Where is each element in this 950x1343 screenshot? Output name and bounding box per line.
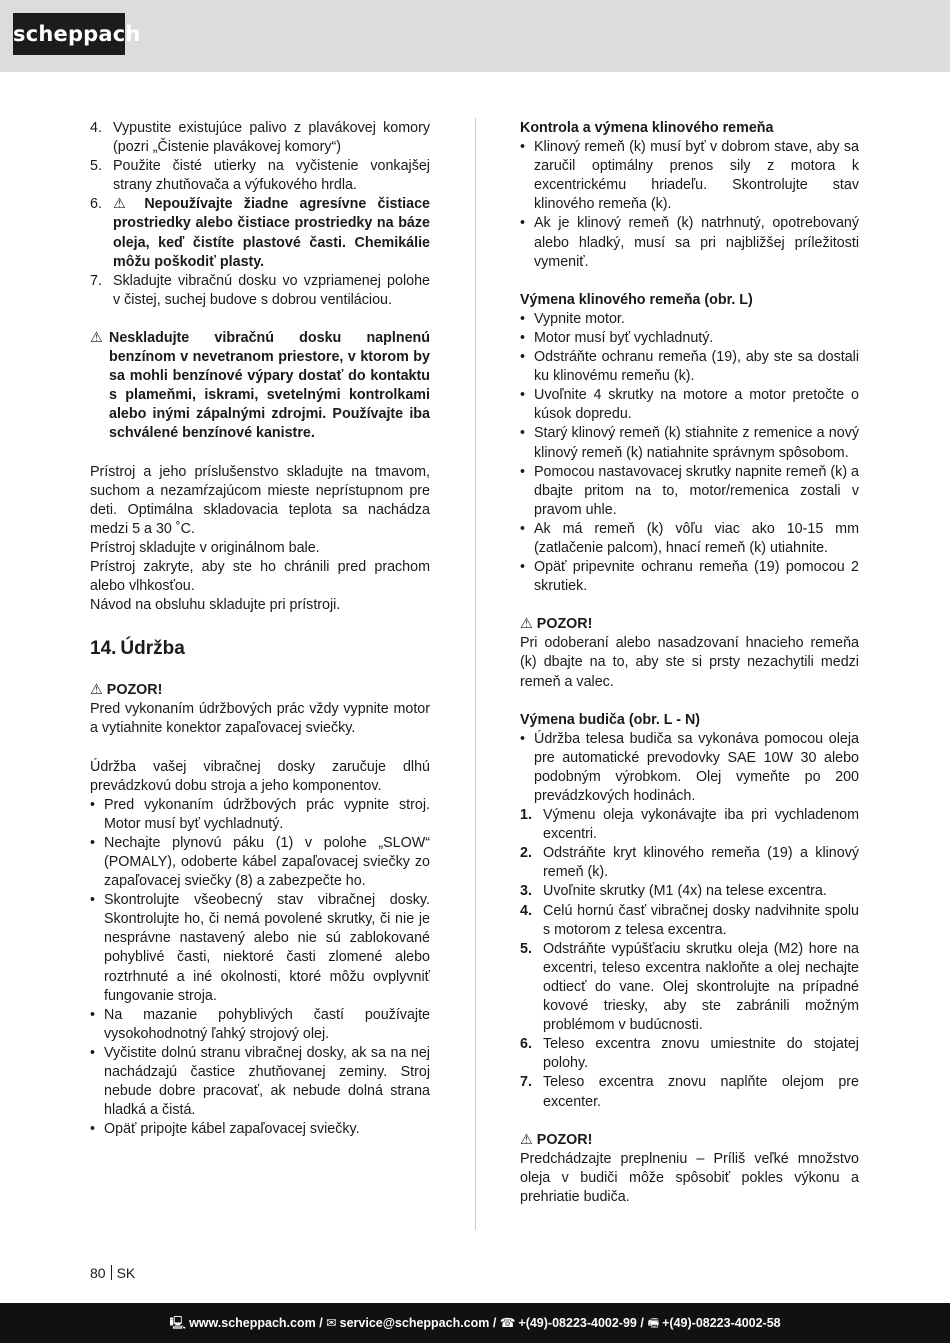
cleaning-steps-list [90,119,430,310]
list-item: • Nechajte plynovú páku (1) v polohe „SLOW“ (POMALY), odoberte kábel zapaľovacej sviečky zo zapaľovacej sviečky (8) a zabezpečte ho. [90,834,430,890]
list-item: 2. Odstráňte kryt klinového remeňa (19) a klinový remeň (k). [520,845,859,881]
storage-paragraph: Prístroj skladujte v originálnom bale. [90,539,320,556]
list-item: • Vyčistite dolnú stranu vibračnej dosky, ak sa na nej nachádzajú častice zhutňovanej zeminy. Stroj nebude dobre pracovať, ak nebude dolná strana hladká a čistá. [90,1044,430,1119]
left-column [90,119,430,1139]
website-link[interactable]: www.scheppach.com [189,1316,316,1330]
list-item: 6. ⚠ Nepoužívajte žiadne agresívne čistiace prostriedky alebo čistiace prostriedky na báze oleja, keď čistíte plastové časti. Chemikálie môžu poškodiť plasty. [90,196,431,270]
storage-paragraph: Prístroj zakryte, aby ste ho chránili pred prachom alebo vlhkosťou. [90,558,430,595]
warning-icon: ⚠ [90,329,103,346]
brand-logo: scheppach [13,13,125,55]
list-item: • Uvoľnite 4 skrutky na motore a motor pretočte o kúsok dopredu. [520,387,859,423]
envelope-icon: ✉ [326,1316,337,1330]
phone-number: +(49)-08223-4002-99 [518,1316,637,1330]
list-item: • Klinový remeň (k) musí byť v dobrom stave, aby sa zaručil optimálny prenos sily z motora k excentrickému hriadeľu. Skontrolujte stav klinového remeňa (k). [520,139,859,213]
list-item: • Pred vykonaním údržbových prác vypnite stroj. Motor musí byť vychladnutý. [90,796,430,832]
list-item: 4. Vypustite existujúce palivo z plavákovej komory (pozri „Čistenie plavákovej komory“) [90,120,430,156]
list-item: 4. Celú hornú časť vibračnej dosky nadvihnite spolu s motorom z telesa excentra. [520,902,859,938]
list-item: 5. Odstráňte vypúšťaciu skrutku oleja (M2) hore na excentri, teleso excentra nakloňte a olej nechajte odtiecť do vane. Olej skontrolujte na prípadné kovové triesky, aby ste zabránili možným problémom v budúcnosti. [520,940,859,1034]
subsection-heading: Výmena klinového remeňa (obr. L) [520,291,753,308]
page-header [0,0,950,72]
maintenance-bullets [90,796,430,1140]
list-item: • Starý klinový remeň (k) stiahnite z remenice a nový klinový remeň (k) natiahnite správnym spôsobom. [520,425,859,461]
caution-heading: ⚠ POZOR! [90,682,163,699]
storage-paragraph: Návod na obsluhu skladujte pri prístroji. [90,597,341,614]
list-item: • Opäť pripevnite ochranu remeňa (19) pomocou 2 skrutiek. [520,559,859,595]
caution-heading: ⚠ POZOR! [520,616,593,633]
list-item: 3. Uvoľnite skrutky (M1 (4x) na telese excentra. [520,883,827,900]
warning-icon: ⚠ [113,196,145,213]
computer-icon: 🖳 [169,1316,187,1330]
column-divider [475,118,476,1230]
right-column [520,119,859,1207]
phone-icon: ☎ [499,1316,516,1330]
maintenance-intro: Údržba vašej vibračnej dosky zaručuje dlhú prevádzkovú dobu stroja a jeho komponentov. [90,758,430,794]
list-item: • Vypnite motor. [520,310,625,327]
list-item: • Ak má remeň (k) vôľu viac ako 10-15 mm (zatlačenie palcom), hnací remeň (k) utiahnite. [520,520,859,556]
email-link[interactable]: service@scheppach.com [339,1316,490,1330]
caution-text: Predchádzajte preplneniu – Príliš veľké množstvo oleja v budiči môže spôsobiť pokles výkonu a prehriatie budiča. [520,1150,859,1205]
list-item: • Skontrolujte všeobecný stav vibračnej dosky. Skontrolujte ho, či nemá povolené skrutky, či nie je nesprávne nastavený alebo nie sú zablokované pohyblivé časti, niektoré časti zlomené alebo roztrhnuté a iné okolnosti, ktoré môžu ovplyvniť fungovanie stroja. [90,892,430,1004]
list-item: • Odstráňte ochranu remeňa (19), aby ste sa dostali ku klinovému remeňu (k). [520,349,859,385]
list-item: • Pomocou nastavovacej skrutky napnite remeň (k) a dbajte pritom na to, motor/remenica zostali v pravom uhle. [520,463,860,518]
warning-icon: ⚠ [90,682,107,699]
caution-text: Pri odoberaní alebo nasadzovaní hnacieho remeňa (k) dbajte na to, aby ste si prsty nezachytili medzi remeň a valec. [520,635,859,690]
list-item: • Na mazanie pohyblivých častí používajte vysokohodnotný ľahký strojový olej. [90,1006,430,1042]
belt-replace-bullets [520,310,859,596]
list-item: 7. Teleso excentra znovu naplňte olejom pre excenter. [520,1074,859,1110]
exciter-bullets [520,730,859,806]
subsection-heading: Kontrola a výmena klinového remeňa [520,120,774,136]
list-item: 6. Teleso excentra znovu umiestnite do stojatej polohy. [520,1036,859,1072]
warning-icon: ⚠ [520,616,537,633]
caution-heading: ⚠ POZOR! [520,1131,593,1148]
list-item: • Opäť pripojte kábel zapaľovacej sviečky. [90,1121,360,1138]
fax-number: +(49)-08223-4002-58 [662,1316,781,1330]
caution-text: Pred vykonaním údržbových prác vždy vypnite motor a vytiahnite konektor zapaľovacej sviečky. [90,701,430,737]
list-item: • Motor musí byť vychladnutý. [520,329,714,346]
fuel-storage-warning: ⚠ Neskladujte vibračnú dosku naplnenú benzínom v nevetranom priestore, v ktorom by sa mohli benzínové výpary dostať do kontaktu s plameňmi, iskrami, svetelnými kontrolkami alebo inými zápalnými zdrojmi. Používajte iba schválené benzínové kanistre. [90,329,430,444]
contact-footer: 🖳 www.scheppach.com / ✉ service@scheppach.com / ☎ +(49)-08223-4002-99 / 🖷 +(49)-08223-4002-58 [0,1303,950,1343]
storage-paragraph: Prístroj a jeho príslušenstvo skladujte na tmavom, suchom a nezamŕzajúcom mieste neprístupnom pre deti. Optimálna skladovacia teplota sa nachádza medzi 5 a 30 ˚C. [90,463,430,537]
belt-check-bullets [520,138,859,272]
list-item: • Údržba telesa budiča sa vykonáva pomocou oleja pre automatické prevodovky SAE 10W 30 alebo podobným výrobkom. Olej vymeňte po 200 prevádzkových hodinách. [520,730,859,804]
list-item: 7. Skladujte vibračnú dosku vo vzpriamenej polohe v čistej, suchej budove s dobrou ventiláciou. [90,272,430,308]
warning-icon: ⚠ [520,1131,537,1148]
list-item: • Ak je klinový remeň (k) natrhnutý, opotrebovaný alebo hladký, musí sa pri najbližšej príležitosti vymeniť. [520,215,859,270]
exciter-steps [520,806,859,1112]
page-number: 80 SK [90,1265,136,1281]
section-heading: 14. Údržba [90,638,185,660]
list-item: 5. Použite čisté utierky na vyčistenie vonkajšej strany zhutňovača a výfukového hrdla. [90,158,430,194]
fax-icon: 🖷 [647,1316,660,1330]
subsection-heading: Výmena budiča (obr. L - N) [520,711,701,728]
list-item: 1. Výmenu oleja vykonávajte iba pri vychladenom excentri. [520,807,859,843]
